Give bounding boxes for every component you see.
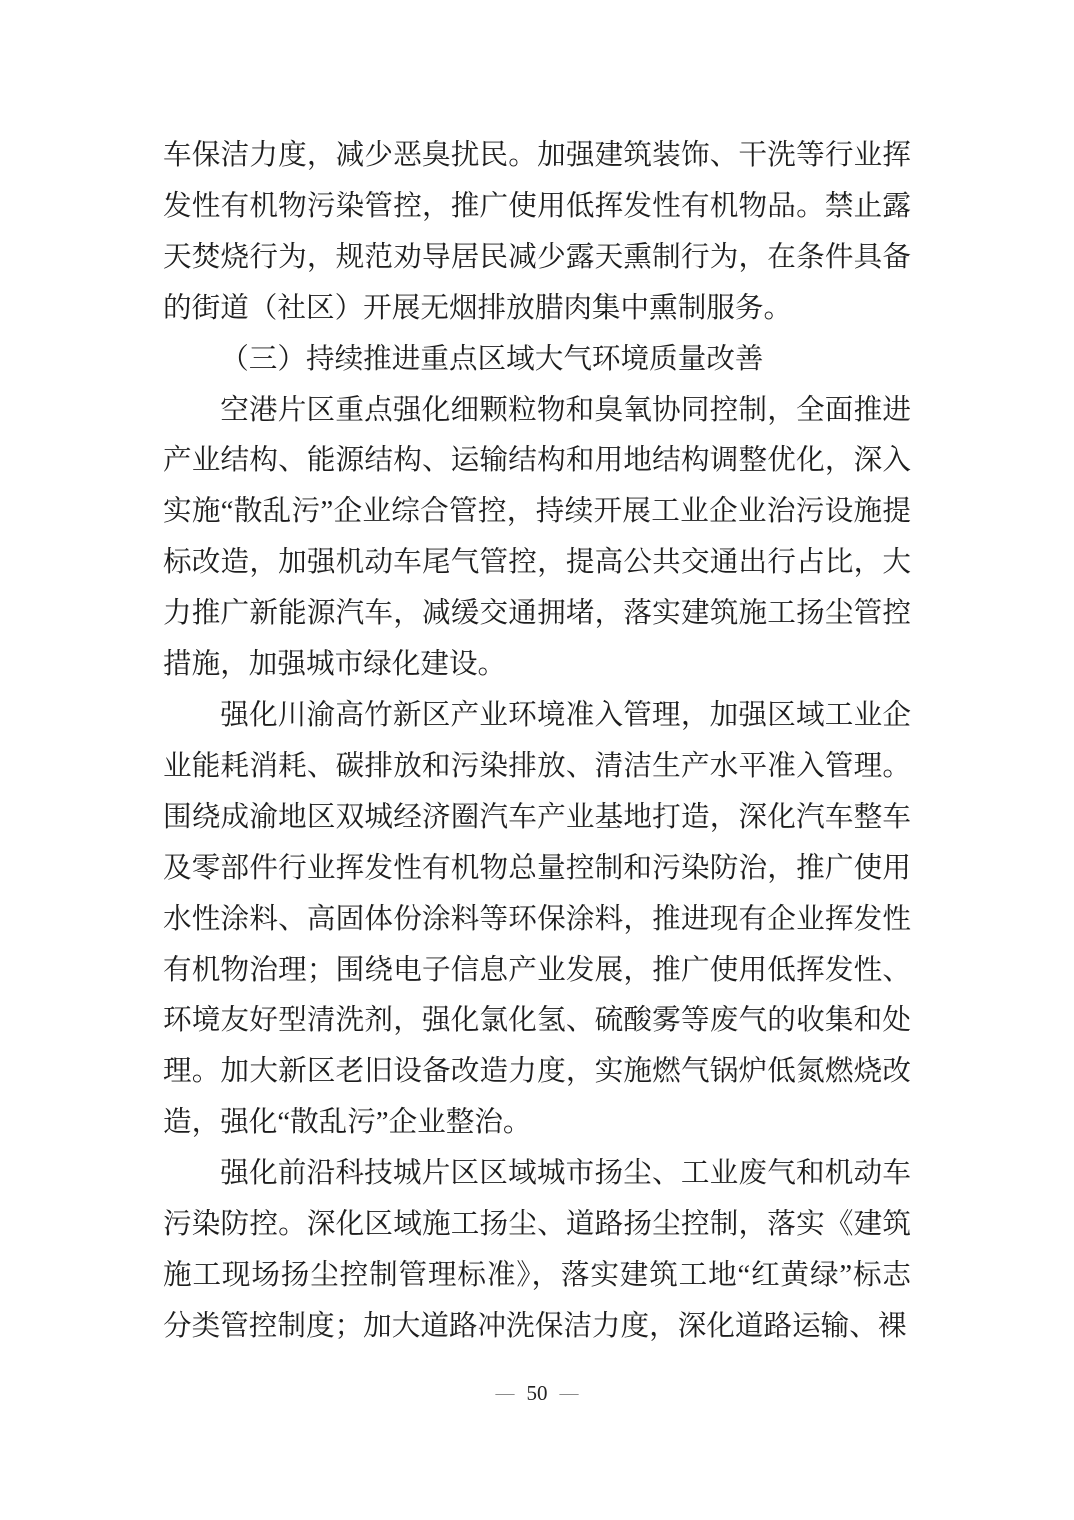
- footer-right-dash: —: [559, 1383, 579, 1404]
- paragraph: 强化前沿科技城片区区域城市扬尘、工业废气和机动车污染防控。深化区域施工扬尘、道路扬尘控制，落实《建筑施工现场扬尘控制管理标准》，落实建筑工地“红黄绿”标志分类管控制度；加大道路冲洗保洁力度，深化道路运输、裸: [163, 1158, 911, 1342]
- paragraph: 强化川渝高竹新区产业环境准入管理，加强区域工业企业能耗消耗、碳排放和污染排放、清洁生产水平准入管理。围绕成渝地区双城经济圈汽车产业基地打造，深化汽车整车及零部件行业挥发性有机物总量控制和污染防治，推广使用水性涂料、高固体份涂料等环保涂料，推进现有企业挥发性有机物治理；围绕电子信息产业发展，推广使用低挥发性、环境友好型清洗剂，强化氯化氢、硫酸雾等废气的收集和处理。加大新区老旧设备改造力度，实施燃气锅炉低氮燃烧改造，强化“散乱污”企业整治。: [163, 699, 911, 1139]
- paragraph: 空港片区重点强化细颗粒物和臭氧协同控制，全面推进产业结构、能源结构、运输结构和用地结构调整优化，深入实施“散乱污”企业综合管控，持续开展工业企业治污设施提标改造，加强机动车尾气管控，提高公共交通出行占比，大力推广新能源汽车，减缓交通拥堵，落实建筑施工扬尘管控措施，加强城市绿化建设。: [163, 394, 911, 681]
- paragraph-continuation: 车保洁力度，减少恶臭扰民。加强建筑装饰、干洗等行业挥发性有机物污染管控，推广使用低挥发性有机物品。禁止露天焚烧行为，规范劝导居民减少露天熏制行为，在条件具备的街道（社区）开展无烟排放腊肉集中熏制服务。: [163, 140, 911, 324]
- page-footer: [0, 1383, 1074, 1404]
- footer-left-dash: —: [495, 1383, 515, 1404]
- section-heading: （三）持续推进重点区域大气环境质量改善: [220, 343, 764, 375]
- page-number: 50: [526, 1381, 548, 1405]
- document-body: [163, 131, 911, 1353]
